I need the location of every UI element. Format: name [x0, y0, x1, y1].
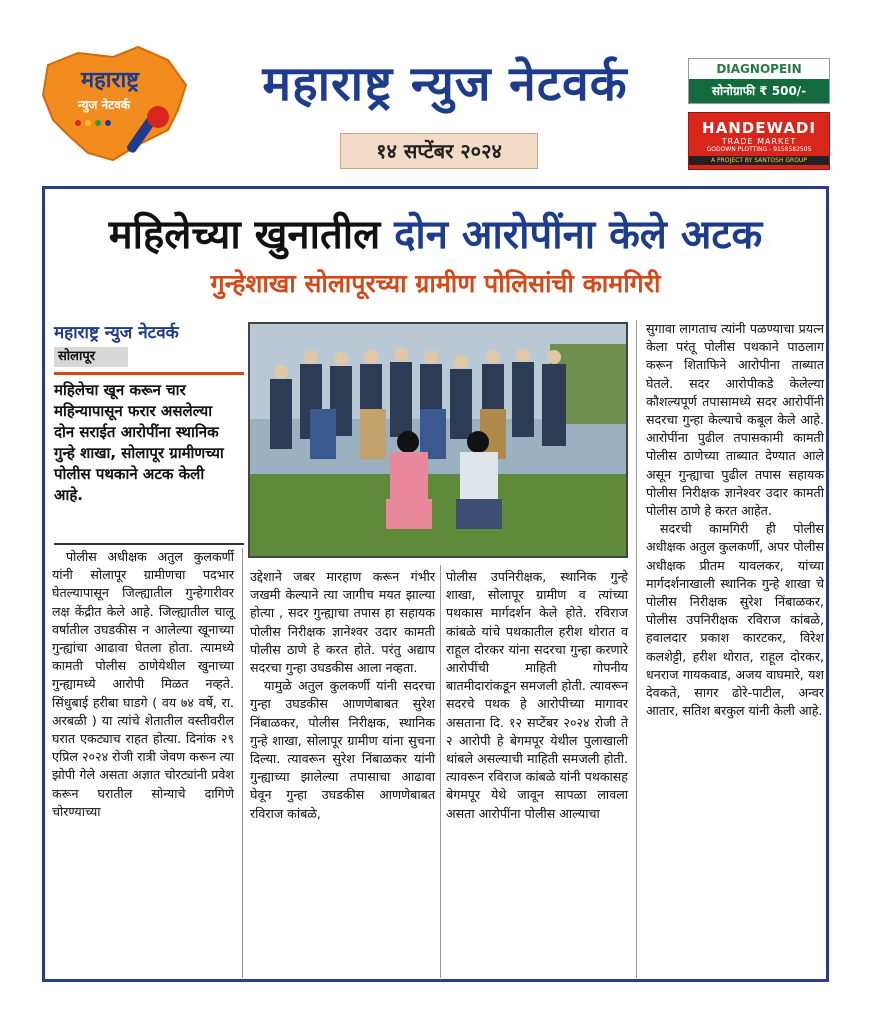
police-group-photo — [250, 324, 626, 556]
headline — [48, 205, 823, 260]
column-2-para-1: उद्देशाने जबर मारहाण करून गंभीर जखमी केल्याने त्या जागीच मयत झाल्या होत्या , सदर गुन्ह्याचा तपास हा सहायक पोलीस निरीक्षक ज्ञानेश्वर उदार कामती पोलीस ठाणे हे करत होते. परंतु अद्याप सदरचा गुन्हा उघडकीस आला नव्हता. — [250, 569, 435, 676]
subheadline: गुन्हेशाखा सोलापूरच्या ग्रामीण पोलिसांची कामगिरी — [210, 269, 661, 298]
column-divider — [242, 548, 243, 978]
maharashtra-map-logo — [18, 35, 203, 170]
ad-handewadi-sub: TRADE MARKET — [721, 137, 797, 146]
byline-publisher: महाराष्ट्र न्युज नेटवर्क — [54, 323, 179, 343]
masthead-title: महाराष्ट्र न्युज नेटवर्क — [262, 56, 628, 112]
column-divider — [636, 320, 637, 978]
ad-handewadi-line: GODOWN PLOTTING - 9158582505 — [706, 146, 812, 153]
lead-paragraph: महिलेचा खून करून चार महिन्यापासून फरार असलेल्या दोन सराईत आरोपींना स्थानिक गुन्हे शाखा, सोलापूर ग्रामीणच्या पोलीस पथकाने अटक केली आहे. — [54, 381, 224, 504]
news-photo — [248, 322, 628, 558]
column-4-para-1: सुगावा लागताच त्यांनी पळण्याचा प्रयत्न केला परंतू पोलीस पथकाने पाठलाग करून शिताफिने आरोपीना ताब्यात घेतले. सदर आरोपीकडे केलेल्या कौशल्यपूर्ण तपासामध्ये सदर आरोपींनी सदरचा गुन्हा केल्याचे कबूल केले आहे. आरोपींना पुढील तपासकामी कामती पोलीस ठाणेच्या ताब्यात देण्यात आले असून गुन्ह्याचा पुढील तपास सहायक पोलीस निरीक्षक ज्ञानेश्वर उदार कामती पोलीस ठाणे हे करत आहेत. — [646, 321, 824, 519]
column-1-text: पोलीस अधीक्षक अतुल कुलकर्णी यांनी सोलापूर ग्रामीणचा पदभार घेतल्यापासून जिल्ह्यातील गुन्हेगारीवर लक्ष केंद्रीत केले आहे. जिल्ह्यातील चालू वर्षातील उघडकीस न आलेल्या खूनाच्या गुन्ह्यांचा आढावा घेतला होता. त्यामध्ये कामती पोलीस ठाणेयेथील खुनाच्या गुन्ह्यामध्ये आरोपी मिळत नव्हते. सिंधुबाई हरीबा घाडगे ( वय ७४ वर्षे, रा. अरबळी ) या त्यांचे शेतातील वस्तीवरील घरात एकट्याच राहत होत्या. दिनांक २९ एप्रिल २०२४ रोजी रात्री जेवण करून त्या झोपी गेले असता अज्ञात चोरट्यांनी प्रवेश करून घरातील सोन्याचे दागिणे चोरण्याच्या — [52, 549, 234, 819]
article-column-3 — [446, 568, 628, 823]
byline-divider — [54, 372, 244, 375]
ad-handewadi[interactable] — [688, 112, 830, 170]
lead-divider — [54, 543, 244, 545]
column-divider — [440, 565, 441, 978]
ad-handewadi-name: HANDEWADI — [702, 119, 816, 137]
logo-subtitle: न्युज नेटवर्क — [77, 98, 131, 112]
ad-diagnopein-offer: सोनोग्राफी ₹ 500/- — [689, 79, 829, 103]
logo-title: महाराष्ट्र — [80, 68, 140, 93]
byline-location: सोलापूर — [54, 347, 128, 367]
article-column-4 — [646, 320, 824, 720]
ad-diagnopein[interactable] — [688, 58, 830, 104]
column-3-text: पोलीस उपनिरीक्षक, स्थानिक गुन्हे शाखा, सोलापूर ग्रामीण व त्यांच्या पथकास मार्गदर्शन केले होते. रविराज कांबळे यांचे पथकातील हरीश थोरात व राहूल दोरकर यांना सदरचा गुन्हा करणारे आरोपींची माहिती गोपनीय बातमीदारांकडून समजली होती. त्यावरून सदरचे पथक हे आरोपीच्या मागावर असताना दि. १२ सप्टेंबर २०२४ रोजी ते २ आरोपी हे बेगमपूर येथील पुलाखाली थांबले असल्याची माहिती समजली होती. त्यावरून रविराज कांबळे यांनी पथकासह बेगमपूर येथे जावून सापळा लावला असता आरोपींना पोलीस आल्याचा — [446, 569, 628, 821]
headline-part2: दोन आरोपींना केले अटक — [394, 212, 763, 258]
headline-part1: महिलेच्या खुनातील — [108, 212, 381, 258]
publication-date: १४ सप्टेंबर २०२४ — [340, 133, 538, 169]
column-4-para-2: सदरची कामगिरी ही पोलीस अधीक्षक अतुल कुलकर्णी, अपर पोलीस अधीक्षक प्रीतम यावलकर, यांच्या मार्गदर्शनाखाली स्थानिक गुन्हे शाखा चे पोलीस निरीक्षक सुरेश निंबाळकर, पोलीस उपनिरीक्षक रविराज कांबळे, हवालदार प्रकाश कारटकर, विरेश कलशेट्टी, हरीश थोरात, राहूल दोरकर, धनराज गायकवाड, अजय वाघमारे, यश देवकते, सागर ढोरे-पाटील, अन्वर आतार, सतिश बरकुल यांनी केली आहे. — [646, 521, 824, 719]
column-2-para-2: यामुळे अतुल कुलकर्णी यांनी सदरचा गुन्हा उघडकीस आणणेबाबत सुरेश निंबाळकर, पोलीस निरीक्षक, स्थानिक गुन्हे शाखा, सोलापूर ग्रामीण यांना सुचना दिल्या. त्यावरून सुरेश निंबाळकर यांनी गुन्ह्याच्या झालेल्या तपासाचा आढावा घेवून गुन्हा उघडकीस आणणेबाबत रविराज कांबळे, — [250, 678, 435, 821]
article-column-2 — [250, 568, 435, 823]
article-column-1 — [52, 548, 234, 821]
ad-diagnopein-brand: DIAGNOPEIN — [716, 62, 802, 76]
ad-handewadi-group: A PROJECT BY SANTOSH GROUP — [689, 156, 829, 165]
brand-logo — [18, 35, 203, 170]
